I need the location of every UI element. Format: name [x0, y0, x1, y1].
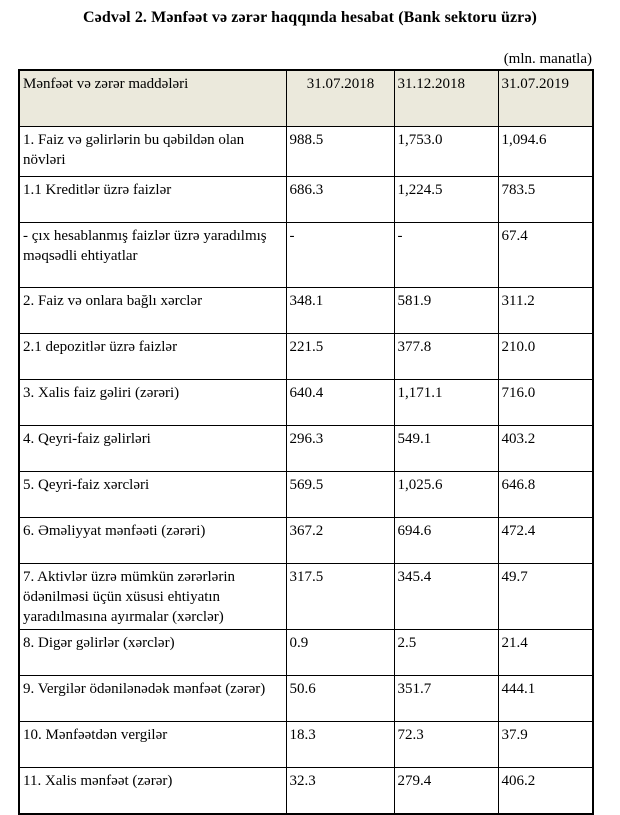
cell-value: 221.5 [286, 334, 394, 380]
row-label: 9. Vergilər ödənilənədək mənfəət (zərər) [19, 676, 286, 722]
table-row [19, 722, 593, 768]
row-label: 10. Mənfəətdən vergilər [19, 722, 286, 768]
cell-value: 21.4 [498, 630, 593, 676]
unit-note: (mln. manatla) [503, 51, 592, 67]
row-label: 7. Aktivlər üzrə mümkün zərərlərin ödənilməsi üçün xüsusi ehtiyatın yaradılmasına ayırmalar (xərclər) [19, 564, 286, 630]
cell-value: 686.3 [286, 177, 394, 223]
cell-value: 317.5 [286, 564, 394, 630]
cell-value: 49.7 [498, 564, 593, 630]
cell-value: 1,753.0 [394, 127, 498, 177]
profit-loss-table [18, 69, 594, 815]
cell-value: 444.1 [498, 676, 593, 722]
cell-value: 988.5 [286, 127, 394, 177]
cell-value: 72.3 [394, 722, 498, 768]
column-header-date-1: 31.07.2018 [286, 70, 394, 127]
table-row [19, 768, 593, 815]
cell-value: 37.9 [498, 722, 593, 768]
table-row [19, 426, 593, 472]
cell-value: - [286, 223, 394, 288]
table-row [19, 223, 593, 288]
cell-value: 367.2 [286, 518, 394, 564]
cell-value: 716.0 [498, 380, 593, 426]
cell-value: 694.6 [394, 518, 498, 564]
cell-value: 646.8 [498, 472, 593, 518]
cell-value: 67.4 [498, 223, 593, 288]
column-header-date-3: 31.07.2019 [498, 70, 593, 127]
cell-value: - [394, 223, 498, 288]
table-row [19, 518, 593, 564]
cell-value: 2.5 [394, 630, 498, 676]
table-row [19, 564, 593, 630]
row-label: 1. Faiz və gəlirlərin bu qəbildən olan növləri [19, 127, 286, 177]
table-row [19, 177, 593, 223]
cell-value: 783.5 [498, 177, 593, 223]
cell-value: 351.7 [394, 676, 498, 722]
row-label: 2. Faiz və onlara bağlı xərclər [19, 288, 286, 334]
cell-value: 311.2 [498, 288, 593, 334]
cell-value: 348.1 [286, 288, 394, 334]
cell-value: 210.0 [498, 334, 593, 380]
table-row [19, 676, 593, 722]
row-label: 3. Xalis faiz gəliri (zərəri) [19, 380, 286, 426]
page-title: Cədvəl 2. Mənfəət və zərər haqqında hesabat (Bank sektoru üzrə) [83, 9, 537, 26]
cell-value: 569.5 [286, 472, 394, 518]
cell-value: 1,224.5 [394, 177, 498, 223]
cell-value: 279.4 [394, 768, 498, 815]
column-header-items: Mənfəət və zərər maddələri [19, 70, 286, 127]
cell-value: 18.3 [286, 722, 394, 768]
cell-value: 1,171.1 [394, 380, 498, 426]
table-row [19, 472, 593, 518]
column-header-date-2: 31.12.2018 [394, 70, 498, 127]
cell-value: 377.8 [394, 334, 498, 380]
table-row [19, 334, 593, 380]
table-row [19, 288, 593, 334]
cell-value: 640.4 [286, 380, 394, 426]
cell-value: 403.2 [498, 426, 593, 472]
row-label: 11. Xalis mənfəət (zərər) [19, 768, 286, 815]
cell-value: 472.4 [498, 518, 593, 564]
cell-value: 1,094.6 [498, 127, 593, 177]
cell-value: 581.9 [394, 288, 498, 334]
table-row [19, 630, 593, 676]
row-label: 2.1 depozitlər üzrə faizlər [19, 334, 286, 380]
row-label: 6. Əməliyyat mənfəəti (zərəri) [19, 518, 286, 564]
cell-value: 296.3 [286, 426, 394, 472]
cell-value: 406.2 [498, 768, 593, 815]
row-label: 4. Qeyri-faiz gəlirləri [19, 426, 286, 472]
cell-value: 0.9 [286, 630, 394, 676]
row-label: 5. Qeyri-faiz xərcləri [19, 472, 286, 518]
row-label: 1.1 Kreditlər üzrə faizlər [19, 177, 286, 223]
cell-value: 549.1 [394, 426, 498, 472]
table-body [19, 127, 593, 815]
table-row [19, 127, 593, 177]
cell-value: 345.4 [394, 564, 498, 630]
table-row [19, 380, 593, 426]
row-label: - çıx hesablanmış faizlər üzrə yaradılmış məqsədli ehtiyatlar [19, 223, 286, 288]
cell-value: 50.6 [286, 676, 394, 722]
table-header-row [19, 70, 593, 127]
row-label: 8. Digər gəlirlər (xərclər) [19, 630, 286, 676]
cell-value: 32.3 [286, 768, 394, 815]
cell-value: 1,025.6 [394, 472, 498, 518]
